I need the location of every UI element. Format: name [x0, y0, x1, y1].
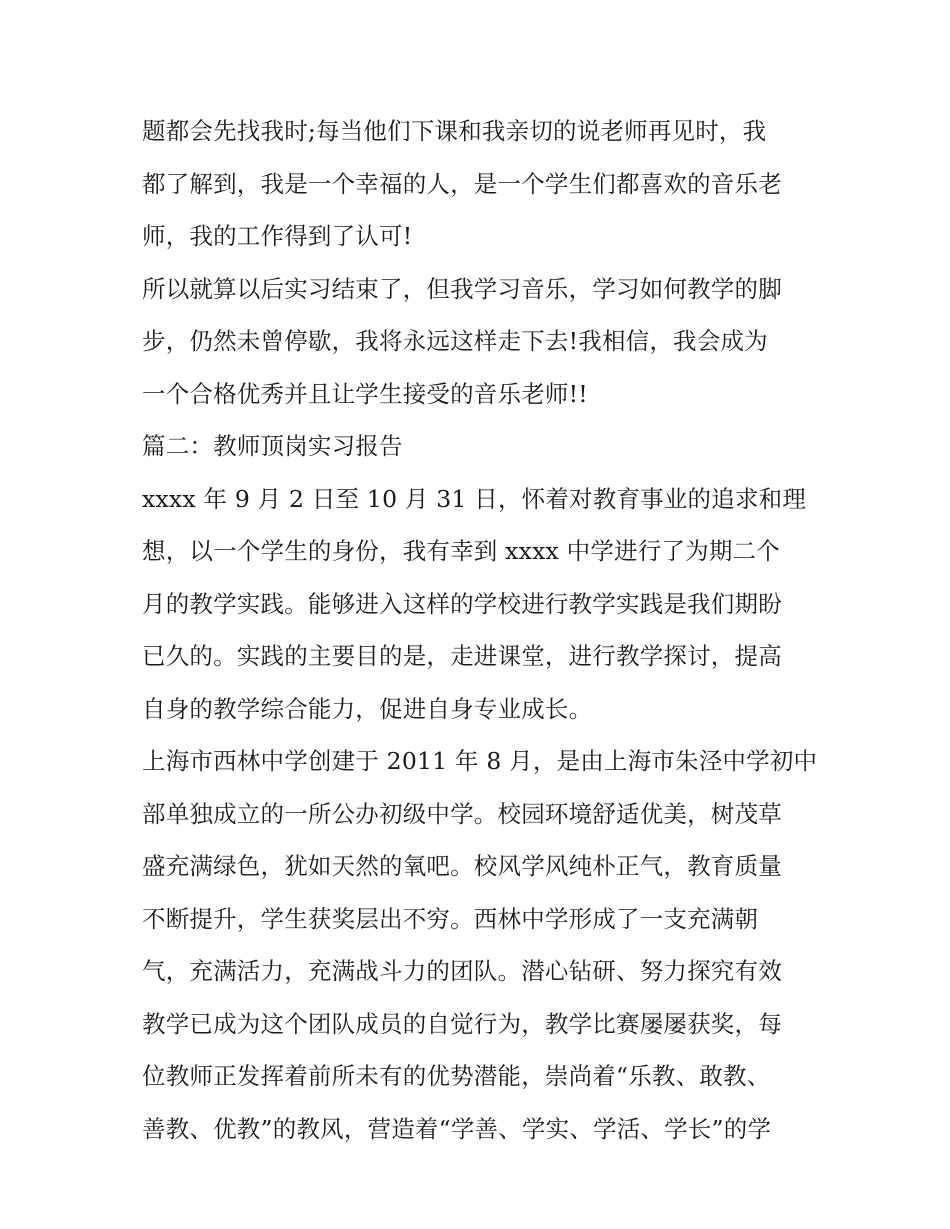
text-line: 位教师正发挥着前所未有的优势潜能，崇尚着“乐教、敢教、 — [142, 1062, 771, 1090]
text-line: 上海市西林中学创建于 2011 年 8 月，是由上海市朱泾中学初中 — [142, 747, 818, 775]
text-line: xxxx 年 9 月 2 日至 10 月 31 日，怀着对教育事业的追求和理 — [142, 484, 807, 513]
text-line: 部单独成立的一所公办初级中学。校园环境舒适优美，树茂草 — [142, 799, 782, 828]
section-heading: 篇二：教师顶岗实习报告 — [142, 432, 403, 460]
text-line: 题都会先找我时;每当他们下课和我亲切的说老师再见时，我 — [142, 117, 767, 145]
text-line: 善教、优教”的教风，营造着“学善、学实、学活、学长”的学 — [142, 1114, 772, 1143]
text-line: 步，仍然未曾停歇，我将永远这样走下去!我相信，我会成为 — [142, 327, 768, 355]
text-line: 盛充满绿色，犹如天然的氧吧。校风学风纯朴正气，教育质量 — [142, 852, 782, 880]
text-line: 自身的教学综合能力，促进自身专业成长。 — [142, 694, 593, 723]
text-line: 所以就算以后实习结束了，但我学习音乐，学习如何教学的脚 — [142, 274, 782, 303]
document-body — [142, 105, 822, 1155]
text-line: 月的教学实践。能够进入这样的学校进行教学实践是我们期盼 — [142, 589, 782, 618]
text-line: 已久的。实践的主要目的是，走进课堂，进行教学探讨，提高 — [142, 642, 782, 670]
text-line: 想，以一个学生的身份，我有幸到 xxxx 中学进行了为期二个 — [142, 537, 780, 565]
text-line: 都了解到，我是一个幸福的人，是一个学生们都喜欢的音乐老 — [142, 169, 782, 198]
text-line: 不断提升，学生获奖层出不穷。西林中学形成了一支充满朝 — [142, 904, 759, 933]
text-line: 一个合格优秀并且让学生接受的音乐老师!! — [142, 379, 588, 408]
text-line: 师，我的工作得到了认可! — [142, 222, 413, 250]
text-line: 教学已成为这个团队成员的自觉行为，教学比赛屡屡获奖，每 — [142, 1009, 782, 1038]
text-line: 气，充满活力，充满战斗力的团队。潜心钻研、努力探究有效 — [142, 957, 782, 985]
